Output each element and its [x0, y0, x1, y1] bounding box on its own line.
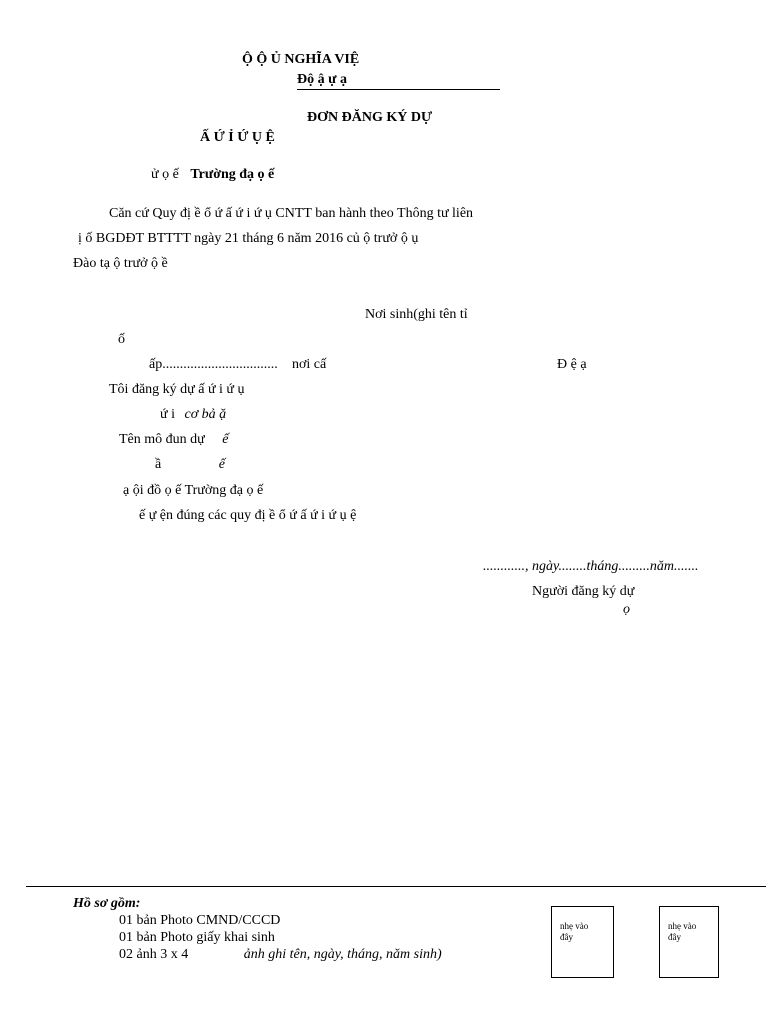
recipient-line: [151, 167, 274, 184]
motto: Độ ậ ự ạ: [297, 72, 348, 87]
photos-text: 02 ảnh 3 x 4: [119, 947, 189, 962]
document-item: 01 bản Photo CMND/CCCD: [119, 913, 281, 928]
commit-line2: ế ự ện đúng các quy đị ề ổ ứ ấ ứ i ứ ụ ệ: [139, 508, 357, 523]
exam-text: ầ: [155, 457, 162, 472]
module-note: ế: [222, 432, 229, 447]
documents-heading: Hồ sơ gồm:: [73, 896, 141, 911]
exam-note: ế: [218, 457, 225, 472]
module-line: [119, 432, 228, 449]
issue-date-label: ấp.................................: [149, 357, 278, 372]
photo-box-line2: đây: [560, 932, 573, 943]
document-item: 01 bản Photo giấy khai sinh: [119, 930, 275, 945]
exam-line: [155, 457, 225, 474]
recipient-school: Trường đạ ọ ế: [190, 167, 275, 182]
country-header: Ộ Ộ Ủ NGHĨA VIỆ: [242, 52, 360, 67]
issue-place-label: nơi cấ: [292, 357, 327, 372]
photo-box-line1: nhẹ vào: [668, 921, 697, 931]
form-subtitle: Ấ Ứ Ỉ Ứ Ụ Ệ: [200, 130, 275, 145]
photo-box-line2: đây: [668, 932, 681, 943]
signer-role: Người đăng ký dự: [532, 584, 635, 599]
form-title: ĐƠN ĐĂNG KÝ DỰ: [307, 110, 433, 125]
recipient-prefix: ử ọ ế: [151, 167, 179, 182]
module-label: Tên mô đun dự: [119, 432, 205, 447]
level-line: [160, 407, 226, 424]
level-text: ứ i: [160, 407, 175, 422]
para1-line1: Căn cứ Quy đị ề ổ ứ ấ ứ i ứ ụ CNTT ban hành theo Thông tư liên: [109, 206, 474, 221]
photo-box-line1: nhẹ vào: [560, 921, 589, 931]
para1-line2: ị ố BGDĐT BTTTT ngày 21 tháng 6 năm 2016 củ ộ trưở ộ ụ: [78, 231, 419, 246]
date-line: ............, ngày........tháng.........năm.......: [483, 559, 699, 574]
commit-line1: ạ ội đồ ọ ế Trường đạ ọ ế: [123, 483, 264, 498]
footer-divider: [26, 886, 766, 887]
photo-box: [659, 906, 719, 978]
photo-box: [551, 906, 614, 978]
phone-label: Đ ệ ạ: [557, 357, 587, 372]
document-item-photos: [119, 947, 442, 964]
id-number-label: ố: [118, 332, 125, 347]
photos-note: ảnh ghi tên, ngày, tháng, năm sinh): [243, 947, 442, 962]
birthplace-label: Nơi sinh(ghi tên tỉ: [365, 307, 468, 322]
para1-line3: Đào tạ ộ trưở ộ ề: [73, 256, 168, 271]
signer-note: ọ: [623, 602, 630, 617]
motto-underline: [297, 89, 500, 90]
register-line: Tôi đăng ký dự ấ ứ i ứ ụ: [109, 382, 245, 397]
level-options: cơ bả ặ: [184, 407, 227, 422]
